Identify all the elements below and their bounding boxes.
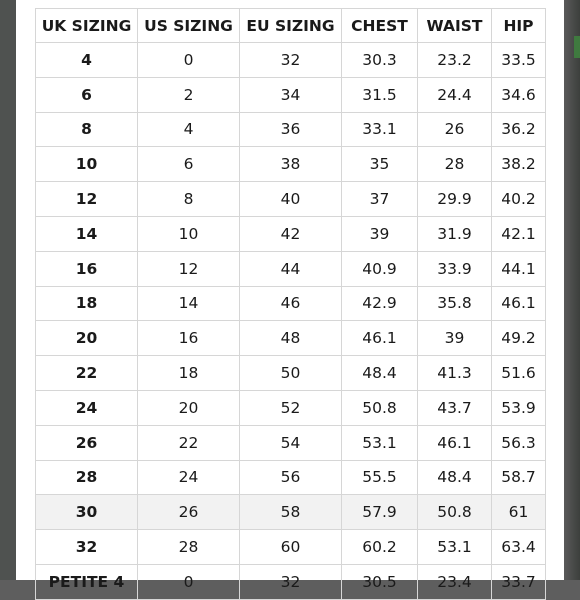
table-row [36, 356, 546, 391]
background-accent [574, 36, 580, 58]
table-row [36, 216, 546, 251]
cell-eu: 34 [240, 77, 342, 112]
size-chart-table [35, 8, 546, 600]
table-row [36, 530, 546, 565]
cell-waist: 31.9 [418, 216, 492, 251]
cell-uk: 6 [36, 77, 138, 112]
cell-us: 2 [138, 77, 240, 112]
cell-waist: 28 [418, 147, 492, 182]
cell-us: 28 [138, 530, 240, 565]
cell-uk: 30 [36, 495, 138, 530]
cell-eu: 46 [240, 286, 342, 321]
cell-hip: 61 [492, 495, 546, 530]
cell-eu: 40 [240, 182, 342, 217]
cell-hip: 49.2 [492, 321, 546, 356]
cell-us: 16 [138, 321, 240, 356]
cell-waist: 39 [418, 321, 492, 356]
table-row [36, 182, 546, 217]
cell-waist: 24.4 [418, 77, 492, 112]
cell-uk: 10 [36, 147, 138, 182]
cell-eu: 44 [240, 251, 342, 286]
cell-hip: 63.4 [492, 530, 546, 565]
cell-uk: 24 [36, 390, 138, 425]
cell-us: 12 [138, 251, 240, 286]
cell-hip: 36.2 [492, 112, 546, 147]
cell-eu: 58 [240, 495, 342, 530]
cell-chest: 39 [342, 216, 418, 251]
header-eu-sizing: EU SIZING [240, 9, 342, 43]
cell-us: 6 [138, 147, 240, 182]
cell-uk: 8 [36, 112, 138, 147]
cell-waist: 48.4 [418, 460, 492, 495]
cell-eu: 50 [240, 356, 342, 391]
background-left-edge [0, 0, 16, 580]
cell-eu: 42 [240, 216, 342, 251]
cell-uk: 4 [36, 43, 138, 78]
table-row [36, 460, 546, 495]
cell-waist: 33.9 [418, 251, 492, 286]
cell-us: 14 [138, 286, 240, 321]
cell-hip: 53.9 [492, 390, 546, 425]
cell-hip: 33.7 [492, 564, 546, 599]
cell-us: 4 [138, 112, 240, 147]
cell-uk: 12 [36, 182, 138, 217]
cell-us: 26 [138, 495, 240, 530]
cell-chest: 31.5 [342, 77, 418, 112]
cell-chest: 33.1 [342, 112, 418, 147]
cell-us: 18 [138, 356, 240, 391]
cell-hip: 46.1 [492, 286, 546, 321]
cell-waist: 23.2 [418, 43, 492, 78]
cell-eu: 48 [240, 321, 342, 356]
cell-chest: 60.2 [342, 530, 418, 565]
cell-eu: 32 [240, 43, 342, 78]
cell-chest: 42.9 [342, 286, 418, 321]
cell-hip: 40.2 [492, 182, 546, 217]
cell-chest: 35 [342, 147, 418, 182]
cell-uk: 14 [36, 216, 138, 251]
table-header-row [36, 9, 546, 43]
cell-us: 10 [138, 216, 240, 251]
cell-waist: 35.8 [418, 286, 492, 321]
cell-chest: 37 [342, 182, 418, 217]
cell-waist: 41.3 [418, 356, 492, 391]
cell-uk: PETITE 4 [36, 564, 138, 599]
cell-us: 0 [138, 43, 240, 78]
table-row [36, 425, 546, 460]
cell-hip: 58.7 [492, 460, 546, 495]
cell-hip: 42.1 [492, 216, 546, 251]
cell-chest: 40.9 [342, 251, 418, 286]
cell-eu: 32 [240, 564, 342, 599]
cell-uk: 26 [36, 425, 138, 460]
cell-us: 24 [138, 460, 240, 495]
cell-waist: 53.1 [418, 530, 492, 565]
cell-uk: 28 [36, 460, 138, 495]
table-row [36, 495, 546, 530]
cell-waist: 29.9 [418, 182, 492, 217]
cell-us: 22 [138, 425, 240, 460]
table-row [36, 251, 546, 286]
cell-chest: 48.4 [342, 356, 418, 391]
cell-hip: 34.6 [492, 77, 546, 112]
cell-hip: 56.3 [492, 425, 546, 460]
header-chest: CHEST [342, 9, 418, 43]
cell-chest: 57.9 [342, 495, 418, 530]
table-row [36, 390, 546, 425]
header-us-sizing: US SIZING [138, 9, 240, 43]
background-right-edge [564, 0, 580, 580]
cell-waist: 43.7 [418, 390, 492, 425]
cell-chest: 53.1 [342, 425, 418, 460]
cell-uk: 32 [36, 530, 138, 565]
cell-eu: 56 [240, 460, 342, 495]
cell-hip: 33.5 [492, 43, 546, 78]
header-waist: WAIST [418, 9, 492, 43]
cell-uk: 16 [36, 251, 138, 286]
cell-eu: 36 [240, 112, 342, 147]
cell-uk: 22 [36, 356, 138, 391]
cell-eu: 60 [240, 530, 342, 565]
cell-chest: 46.1 [342, 321, 418, 356]
table-row [36, 112, 546, 147]
cell-us: 0 [138, 564, 240, 599]
cell-waist: 26 [418, 112, 492, 147]
table-row [36, 321, 546, 356]
cell-us: 8 [138, 182, 240, 217]
cell-uk: 18 [36, 286, 138, 321]
cell-chest: 30.3 [342, 43, 418, 78]
table-row [36, 43, 546, 78]
header-hip: HIP [492, 9, 546, 43]
cell-hip: 51.6 [492, 356, 546, 391]
cell-hip: 44.1 [492, 251, 546, 286]
cell-chest: 30.5 [342, 564, 418, 599]
cell-waist: 50.8 [418, 495, 492, 530]
table-row [36, 147, 546, 182]
table-body [36, 43, 546, 600]
cell-waist: 46.1 [418, 425, 492, 460]
cell-eu: 38 [240, 147, 342, 182]
table-row [36, 77, 546, 112]
cell-chest: 55.5 [342, 460, 418, 495]
cell-chest: 50.8 [342, 390, 418, 425]
cell-hip: 38.2 [492, 147, 546, 182]
table-row [36, 564, 546, 599]
cell-waist: 23.4 [418, 564, 492, 599]
cell-us: 20 [138, 390, 240, 425]
cell-eu: 54 [240, 425, 342, 460]
cell-uk: 20 [36, 321, 138, 356]
size-chart-panel [16, 0, 564, 591]
table-row [36, 286, 546, 321]
header-uk-sizing: UK SIZING [36, 9, 138, 43]
cell-eu: 52 [240, 390, 342, 425]
